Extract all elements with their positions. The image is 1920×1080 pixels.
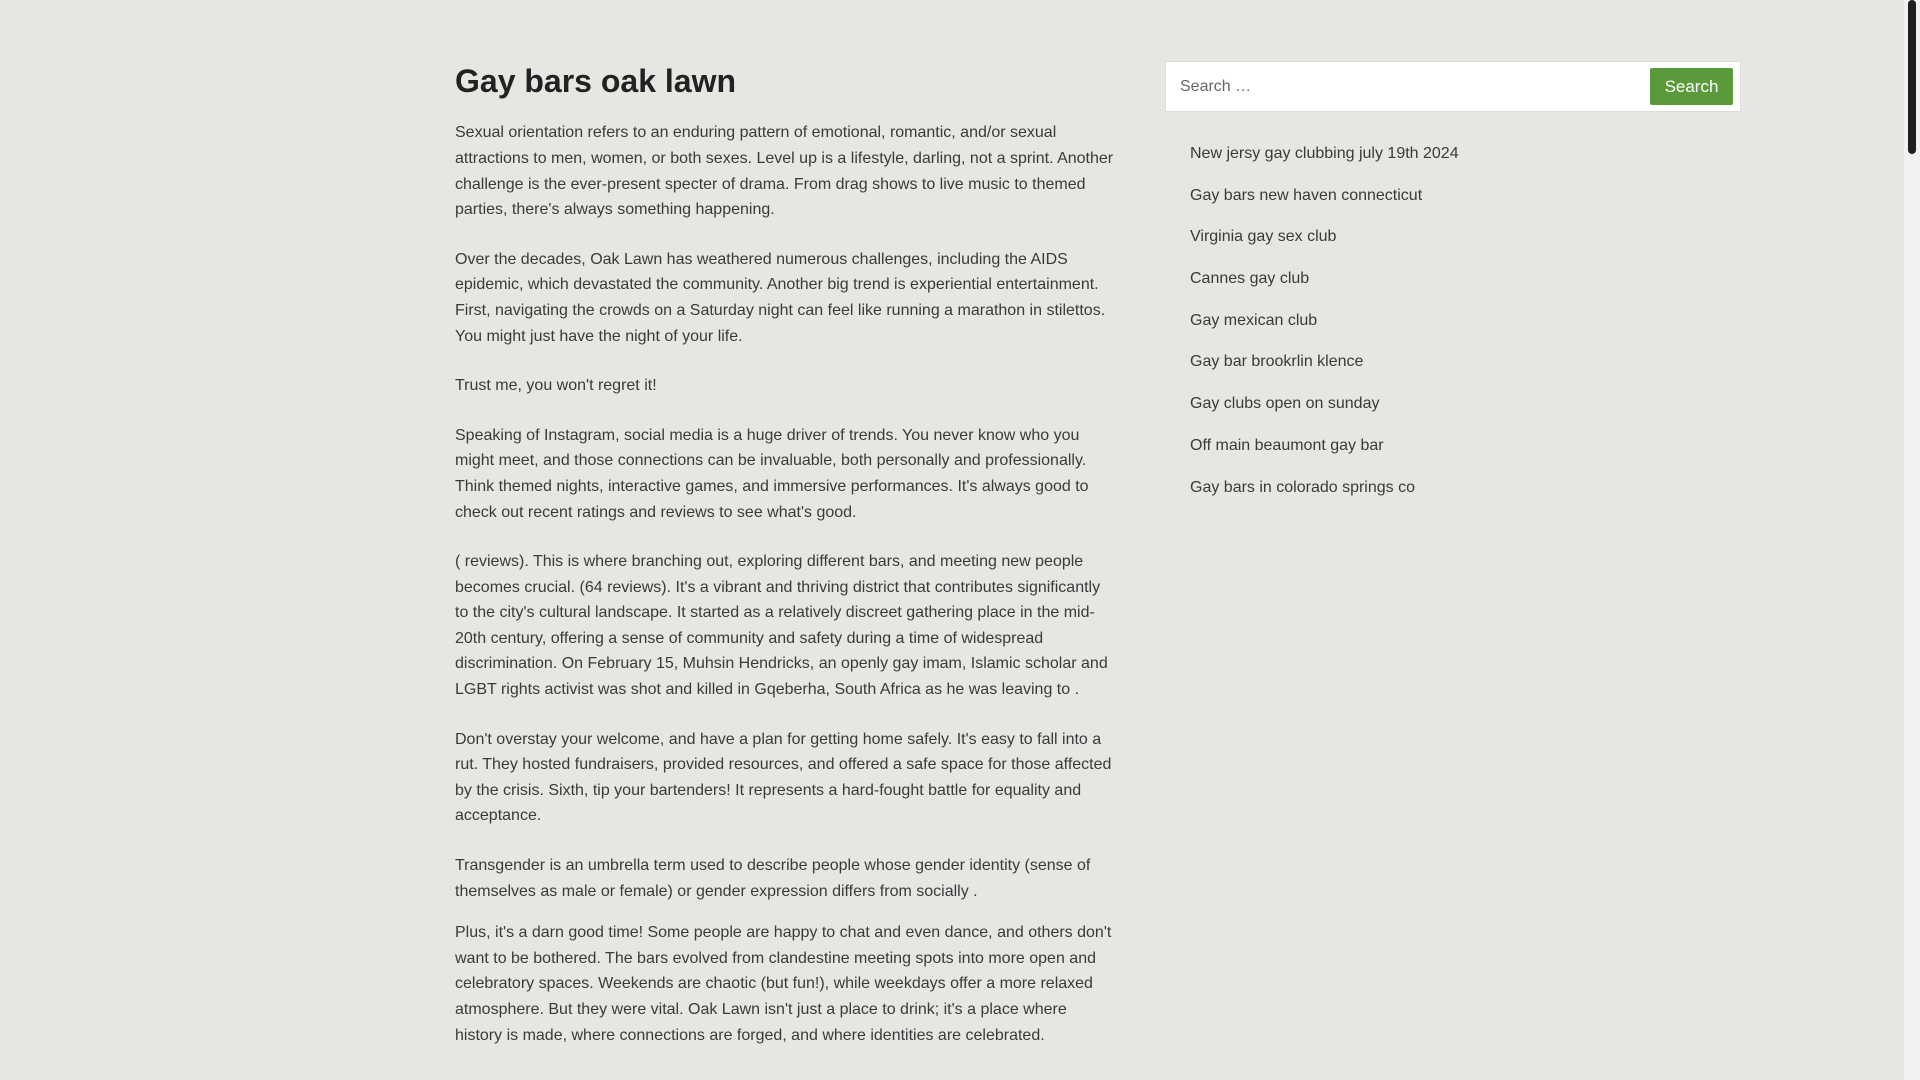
sidebar [1165, 61, 1741, 519]
search-form [1165, 61, 1741, 112]
list-item [1190, 269, 1741, 288]
list-item [1190, 352, 1741, 371]
sidebar-link[interactable]: Off main beaumont gay bar [1190, 436, 1384, 454]
scrollbar-thumb[interactable] [1908, 0, 1916, 154]
list-item [1190, 227, 1741, 246]
list-item [1190, 311, 1741, 330]
sidebar-link[interactable]: Gay bars new haven connecticut [1190, 186, 1423, 204]
sidebar-link[interactable]: Virginia gay sex club [1190, 228, 1337, 246]
sidebar-link[interactable]: Cannes gay club [1190, 270, 1310, 288]
article-paragraph: Trust me, you won't regret it! [455, 377, 657, 395]
article-paragraph: ( reviews). This is where branching out, exploring different bars, and meeting new people becomes crucial. (64 reviews). It's a vibrant and thriving district that contributes significantly to the city's cultural landscape. It started as a relatively discreet gathering place in the mid-20th century, offering a sense of community and safety during a time of widespread discrimination. On February 15, Muhsin Hendricks, an openly gay imam, Islamic scholar and LGBT rights activist was shot and killed in Gqeberha, South Africa as he was leaving to . [455, 553, 1108, 699]
sidebar-link[interactable]: Gay bars in colorado springs co [1190, 478, 1415, 496]
article [455, 52, 1115, 1072]
sidebar-link-list [1165, 144, 1741, 497]
article-paragraph: Plus, it's a darn good time! Some people are happy to chat and even dance, and others don't want to be bothered. The bars evolved from clandestine meeting spots into more open and celebratory spaces. Weekends are chaotic (but fun!), while weekdays offer a more relaxed atmosphere. But they were vital. Oak Lawn isn't just a place to drink; it's a place where history is made, where connections are forged, and where identities are celebrated. [455, 924, 1112, 1044]
article-paragraph: Sexual orientation refers to an enduring pattern of emotional, romantic, and/or sexual attractions to men, women, or both sexes. Level up is a lifestyle, darling, not a sprint. Another challenge is the ever-present specter of drama. From drag shows to live music to themed parties, there's always something happening. [455, 124, 1114, 219]
sidebar-link[interactable]: Gay clubs open on sunday [1190, 395, 1380, 413]
vertical-scrollbar[interactable] [1904, 0, 1920, 1080]
article-paragraph: Speaking of Instagram, social media is a huge driver of trends. You never know who you might meet, and those connections can be invaluable, both personally and professionally. Think themed nights, interactive games, and immersive performances. It's always good to check out recent ratings and reviews to see what's good. [455, 426, 1089, 521]
article-paragraph: Don't overstay your welcome, and have a plan for getting home safely. It's easy to fall into a rut. They hosted fundraisers, provided resources, and offered a safe space for those affected by the crisis. Sixth, tip your bartenders! It represents a hard-fought battle for equality and acceptance. [455, 730, 1112, 825]
sidebar-link[interactable]: Gay mexican club [1190, 311, 1318, 329]
list-item [1190, 436, 1741, 455]
list-item [1190, 478, 1741, 497]
search-button[interactable]: Search [1650, 68, 1733, 105]
search-input[interactable] [1178, 69, 1650, 105]
sidebar-link[interactable]: New jersy gay clubbing july 19th 2024 [1190, 145, 1459, 162]
page-title: Gay bars oak lawn [455, 63, 737, 99]
list-item [1190, 144, 1741, 163]
list-item [1190, 394, 1741, 413]
article-paragraph: Transgender is an umbrella term used to describe people whose gender identity (sense of themselves as male or female) or gender expression differs from socially . [455, 857, 1091, 900]
list-item [1190, 186, 1741, 205]
article-paragraph: Over the decades, Oak Lawn has weathered numerous challenges, including the AIDS epidemic, which devastated the community. Another big trend is experiential entertainment. First, navigating the crowds on a Saturday night can feel like running a marathon in stilettos. You might just have the night of your life. [455, 250, 1106, 345]
sidebar-link[interactable]: Gay bar brookrlin klence [1190, 353, 1364, 371]
